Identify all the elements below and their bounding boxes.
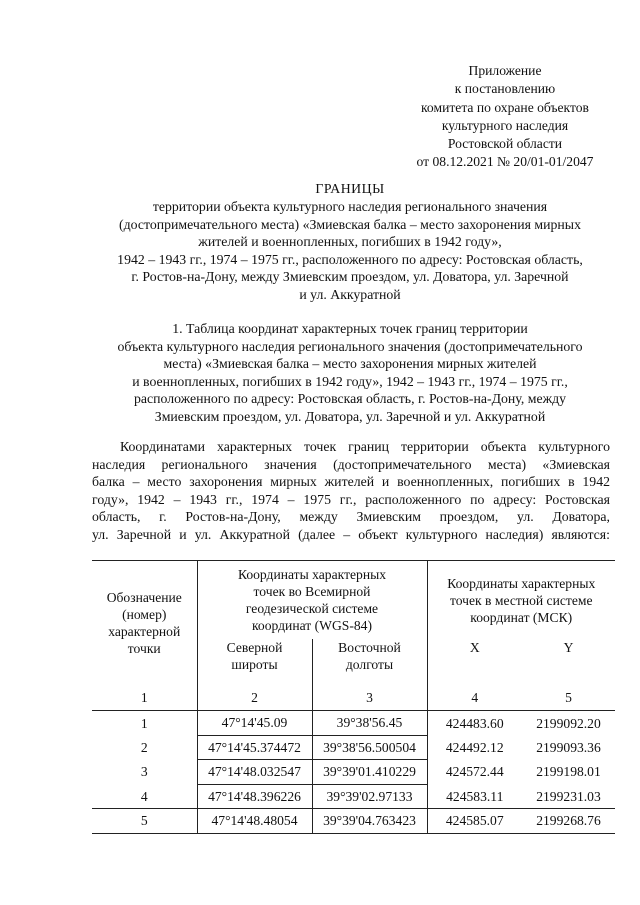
longitude: 39°39'02.97133: [312, 784, 427, 809]
header-text: геодезической системе: [245, 601, 379, 616]
col-number: 2: [197, 684, 312, 711]
header-text: Координаты характерных: [447, 575, 596, 591]
header-text: координат (МСК): [470, 609, 573, 625]
table-row: [92, 735, 615, 760]
longitude: 39°38'56.500504: [312, 735, 427, 760]
annex-block: [380, 62, 630, 172]
table-row: [92, 809, 615, 834]
annex-line: комитета по охране объектов: [421, 99, 589, 115]
table-row: [92, 760, 615, 785]
title-heading: ГРАНИЦЫ: [315, 181, 385, 196]
header-text: Координаты характерных: [237, 567, 387, 582]
annex-line: от 08.12.2021 № 20/01-01/2047: [416, 154, 594, 170]
col-number: 1: [92, 684, 197, 711]
longitude: 39°38'56.45: [312, 711, 427, 736]
header-text: точек в местной системе: [449, 592, 593, 608]
header-y: Y: [563, 640, 574, 655]
section-line: расположенного по адресу: Ростовская область, г. Ростов-на-Дону, между: [133, 391, 567, 406]
latitude: 47°14'48.48054: [197, 809, 312, 834]
point-number: 1: [92, 711, 197, 736]
paragraph-line: балка – место захоронения мирных жителей и военнопленных, погибших в 1942: [92, 474, 610, 490]
latitude: 47°14'45.09: [197, 711, 312, 736]
y-value: 2199092.20: [536, 715, 601, 731]
point-number: 5: [92, 809, 197, 834]
annex-line: культурного наследия: [441, 117, 569, 133]
table-row: [92, 711, 615, 736]
section-heading: [60, 320, 640, 425]
section-line: объекта культурного наследия регионального значения (достопримечательного: [117, 338, 583, 354]
longitude: 39°39'01.410229: [312, 760, 427, 785]
table-row: [92, 784, 615, 809]
header-text: координат (WGS-84): [252, 618, 372, 633]
col-number: 3: [312, 684, 427, 711]
longitude: 39°39'04.763423: [312, 809, 427, 834]
paragraph-line: область, г. Ростов-на-Дону, между Змиевским проездом, ул. Доватора,: [92, 509, 610, 525]
y-value: 2199093.36: [536, 739, 601, 755]
header-text: долготы: [345, 657, 394, 672]
x-value: 424583.11: [427, 784, 522, 809]
section-line: и военнопленных, погибших в 1942 году», 1942 – 1943 гг., 1974 – 1975 гг.,: [132, 373, 568, 389]
paragraph-line: ул. Заречной и ул. Аккуратной (далее – объект культурного наследия) являются:: [92, 526, 610, 542]
header-text: характерной: [108, 623, 181, 639]
latitude: 47°14'48.396226: [197, 784, 312, 809]
document-title: [60, 180, 640, 304]
y-value: 2199198.01: [536, 764, 601, 780]
title-line: 1942 – 1943 гг., 1974 – 1975 гг., расположенного по адресу: Ростовская область,: [117, 251, 583, 267]
y-value: 2199231.03: [522, 784, 615, 809]
body-paragraph: [92, 438, 610, 544]
header-x: X: [469, 640, 480, 655]
point-number: 4: [92, 784, 197, 809]
header-wgs84: [197, 561, 427, 640]
col-number: 5: [522, 684, 615, 711]
title-line: г. Ростов-на-Дону, между Змиевским проездом, ул. Доватора, ул. Заречной: [131, 269, 569, 285]
header-text: точки: [127, 640, 161, 656]
annex-line: Приложение: [468, 63, 542, 78]
section-line: места) «Змиевская балка – место захоронения мирных жителей: [163, 356, 537, 371]
latitude: 47°14'45.374472: [197, 735, 312, 760]
point-number: 2: [92, 735, 197, 760]
header-msk: [427, 561, 615, 640]
x-value: 424492.12: [445, 739, 504, 755]
header-text: Северной: [226, 640, 283, 655]
header-north-latitude: [197, 639, 312, 684]
y-value: 2199268.76: [522, 809, 615, 834]
header-text: широты: [231, 657, 278, 672]
title-line: территории объекта культурного наследия регионального значения: [152, 199, 548, 215]
annex-line: Ростовской области: [447, 136, 563, 152]
header-text: Обозначение: [106, 589, 182, 605]
header-point-number: [92, 561, 197, 685]
point-number: 3: [92, 760, 197, 785]
section-line: Змиевским проездом, ул. Доватора, ул. Заречной и ул. Аккуратной: [154, 408, 546, 424]
header-text: Восточной: [338, 640, 401, 655]
paragraph-line: наследия регионального значения (достопримечательного места) «Змиевская: [92, 456, 610, 472]
annex-line: к постановлению: [454, 81, 556, 97]
latitude: 47°14'48.032547: [197, 760, 312, 785]
title-line: жителей и военнопленных, погибших в 1942 году»,: [198, 234, 502, 250]
coordinates-table: [92, 560, 615, 834]
header-text: (номер): [122, 606, 167, 622]
header-east-longitude: [312, 639, 427, 684]
x-value: 424483.60: [445, 715, 504, 731]
section-line: 1. Таблица координат характерных точек границ территории: [172, 321, 528, 336]
title-line: и ул. Аккуратной: [299, 287, 401, 303]
title-line: (достопримечательного места) «Змиевская балка – место захоронения мирных: [119, 216, 581, 232]
paragraph-line: году», 1942 – 1943 гг., 1974 – 1975 гг., расположенного по адресу: Ростовская: [92, 491, 610, 507]
x-value: 424572.44: [445, 764, 504, 780]
paragraph-line: Координатами характерных точек границ территории объекта культурного: [120, 439, 610, 454]
col-number: 4: [427, 684, 522, 711]
header-text: точек во Всемирной: [253, 584, 371, 599]
x-value: 424585.07: [427, 809, 522, 834]
